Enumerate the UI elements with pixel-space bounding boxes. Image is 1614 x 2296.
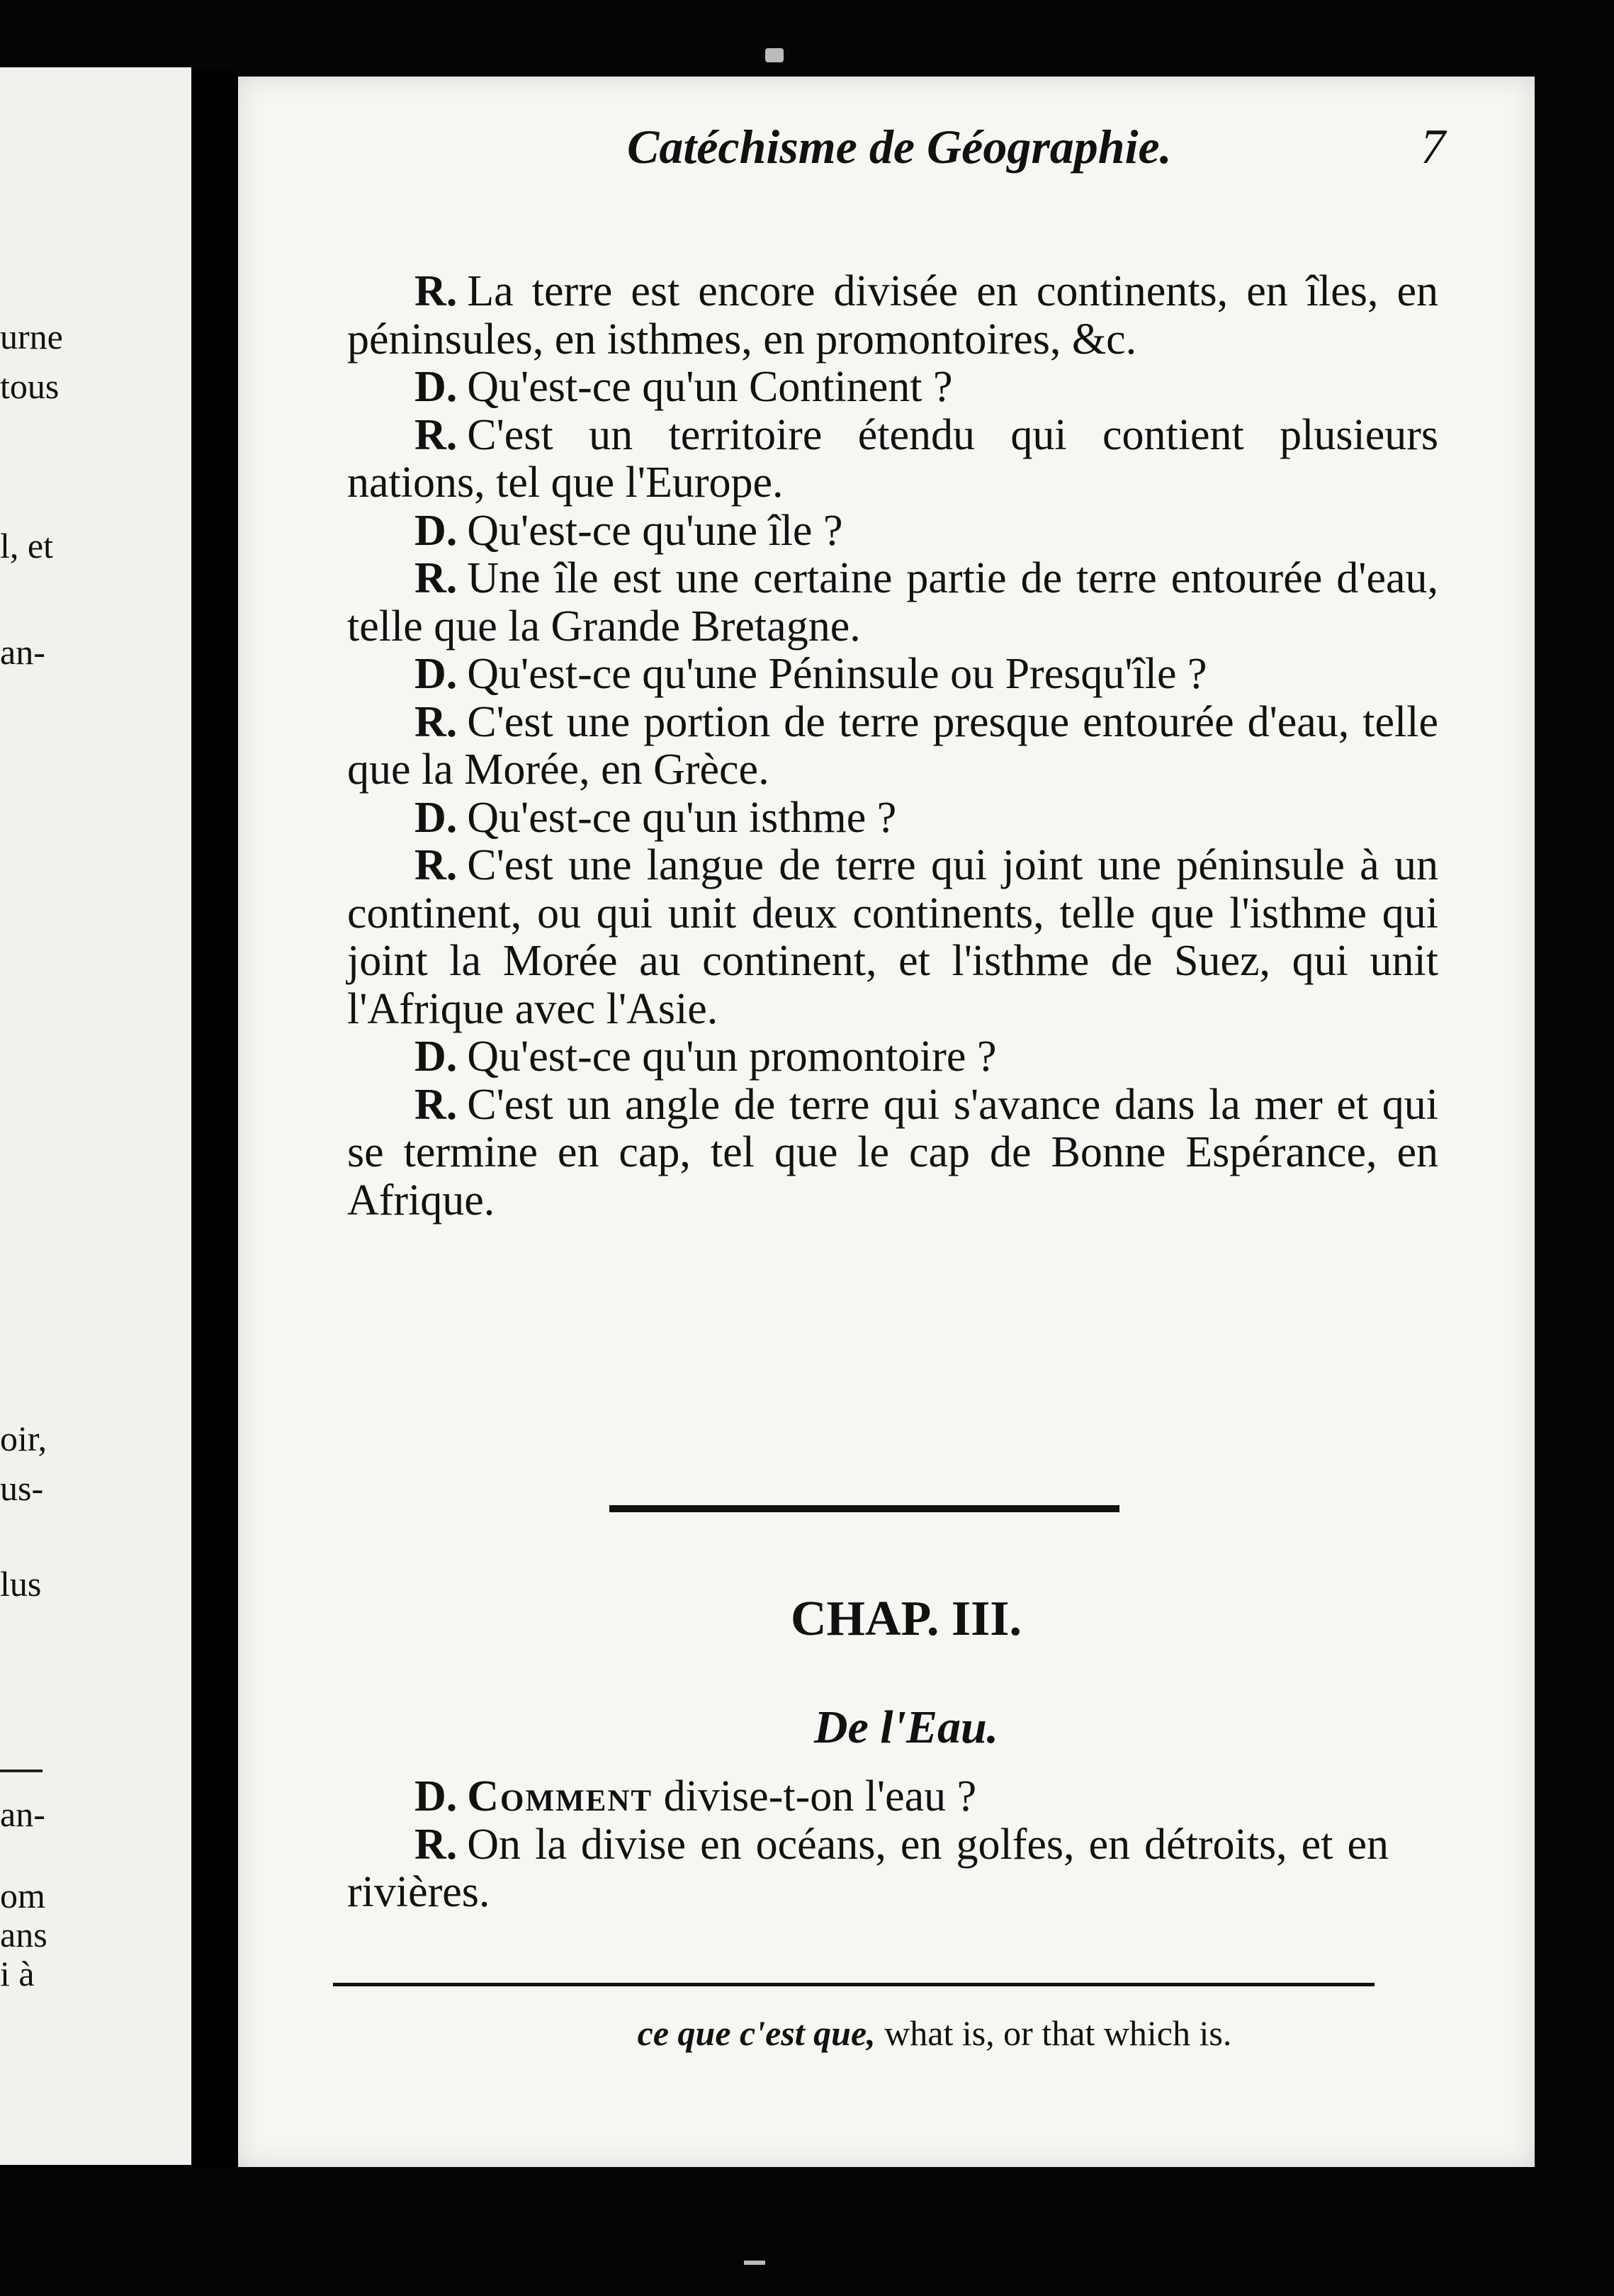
chapter-text <box>347 1773 1389 1917</box>
running-header <box>383 119 1460 183</box>
chapter-subtitle: De l'Eau. <box>813 1701 999 1753</box>
running-title: Catéchisme de Géographie. <box>627 120 1172 174</box>
paragraph-text: C'est une portion de terre presque entourée d'eau, telle que la Morée, en Grèce. <box>347 697 1438 794</box>
paragraph <box>347 842 1438 1033</box>
paragraph <box>347 507 1438 556</box>
left-fragment: oir, <box>0 1419 47 1458</box>
speaker-label: D. <box>414 793 458 842</box>
left-rule <box>0 1769 43 1772</box>
paragraph-text: C'est un angle de terre qui s'avance dans la mer et qui se termine en cap, tel que le cap de Bonne Espérance, en Afrique. <box>347 1080 1438 1225</box>
paragraph <box>347 1821 1389 1917</box>
paragraph <box>347 699 1438 794</box>
lead-word: Comment <box>467 1772 653 1821</box>
paragraph <box>347 794 1438 843</box>
book-gutter <box>193 71 238 2168</box>
footnote-english: what is, or that which is. <box>884 2013 1232 2053</box>
left-fragment: ans <box>0 1915 47 1954</box>
speaker-label: R. <box>414 554 458 602</box>
speaker-label: R. <box>414 1820 458 1869</box>
paragraph <box>347 412 1438 507</box>
paragraph-text: Qu'est-ce qu'une île ? <box>467 506 843 555</box>
left-fragment: an- <box>0 632 45 672</box>
left-fragment: om <box>0 1876 45 1915</box>
paragraph <box>347 268 1438 364</box>
paragraph-text: C'est une langue de terre qui joint une péninsule à un continent, ou qui unit deux continents, telle que l'isthme qui joint la Morée au continent, et l'isthme de Suez, qui unit l'Afrique avec l'Asie. <box>347 841 1438 1033</box>
left-fragment: tous <box>0 366 60 406</box>
speaker-label: R. <box>414 697 458 746</box>
footnote-rule <box>333 1983 1375 1986</box>
section-divider <box>609 1505 1119 1512</box>
speaker-label: D. <box>414 506 458 555</box>
speaker-label: D. <box>414 1772 458 1821</box>
left-fragment: lus <box>0 1564 42 1604</box>
footnote <box>0 2013 1614 2054</box>
left-page-fragment <box>0 67 191 2165</box>
scan-speck <box>765 48 784 62</box>
paragraph <box>347 1773 1389 1821</box>
footnote-french: ce que c'est que, <box>637 2013 876 2053</box>
paragraph-text: Qu'est-ce qu'un promontoire ? <box>467 1032 997 1081</box>
paragraph-text: Une île est une certaine partie de terre entourée d'eau, telle que la Grande Bretagne. <box>347 554 1438 651</box>
paragraph-text: La terre est encore divisée en continents, en îles, en péninsules, en isthmes, en promontoires, &c. <box>347 267 1438 364</box>
paragraph-text: On la divise en océans, en golfes, en détroits, et en rivières. <box>347 1820 1389 1916</box>
speaker-label: D. <box>414 363 458 411</box>
left-fragment: us- <box>0 1468 44 1508</box>
scan-speck <box>744 2261 765 2265</box>
paragraph-text: Qu'est-ce qu'un isthme ? <box>467 793 897 842</box>
left-fragment: l, et <box>0 526 53 565</box>
speaker-label: R. <box>414 410 458 459</box>
speaker-label: R. <box>414 841 458 889</box>
paragraph <box>347 364 1438 412</box>
page-number: 7 <box>1421 120 1445 174</box>
paragraph-text: Qu'est-ce qu'une Péninsule ou Presqu'île ? <box>467 650 1207 698</box>
paragraph <box>347 651 1438 699</box>
body-text <box>347 268 1438 1225</box>
left-fragment: an- <box>0 1794 45 1834</box>
speaker-label: R. <box>414 267 458 315</box>
chapter-title: CHAP. III. <box>790 1592 1022 1646</box>
left-fragment: i à <box>0 1954 35 1993</box>
speaker-label: R. <box>414 1080 458 1129</box>
paragraph-text: divise-t-on l'eau ? <box>663 1772 977 1821</box>
paragraph <box>347 1033 1438 1081</box>
paragraph <box>347 555 1438 651</box>
paragraph-text: C'est un territoire étendu qui contient plusieurs nations, tel que l'Europe. <box>347 410 1438 507</box>
speaker-label: D. <box>414 1032 458 1081</box>
speaker-label: D. <box>414 650 458 698</box>
paragraph-text: Qu'est-ce qu'un Continent ? <box>467 363 953 411</box>
left-fragment: urne <box>0 317 63 356</box>
paragraph <box>347 1081 1438 1225</box>
